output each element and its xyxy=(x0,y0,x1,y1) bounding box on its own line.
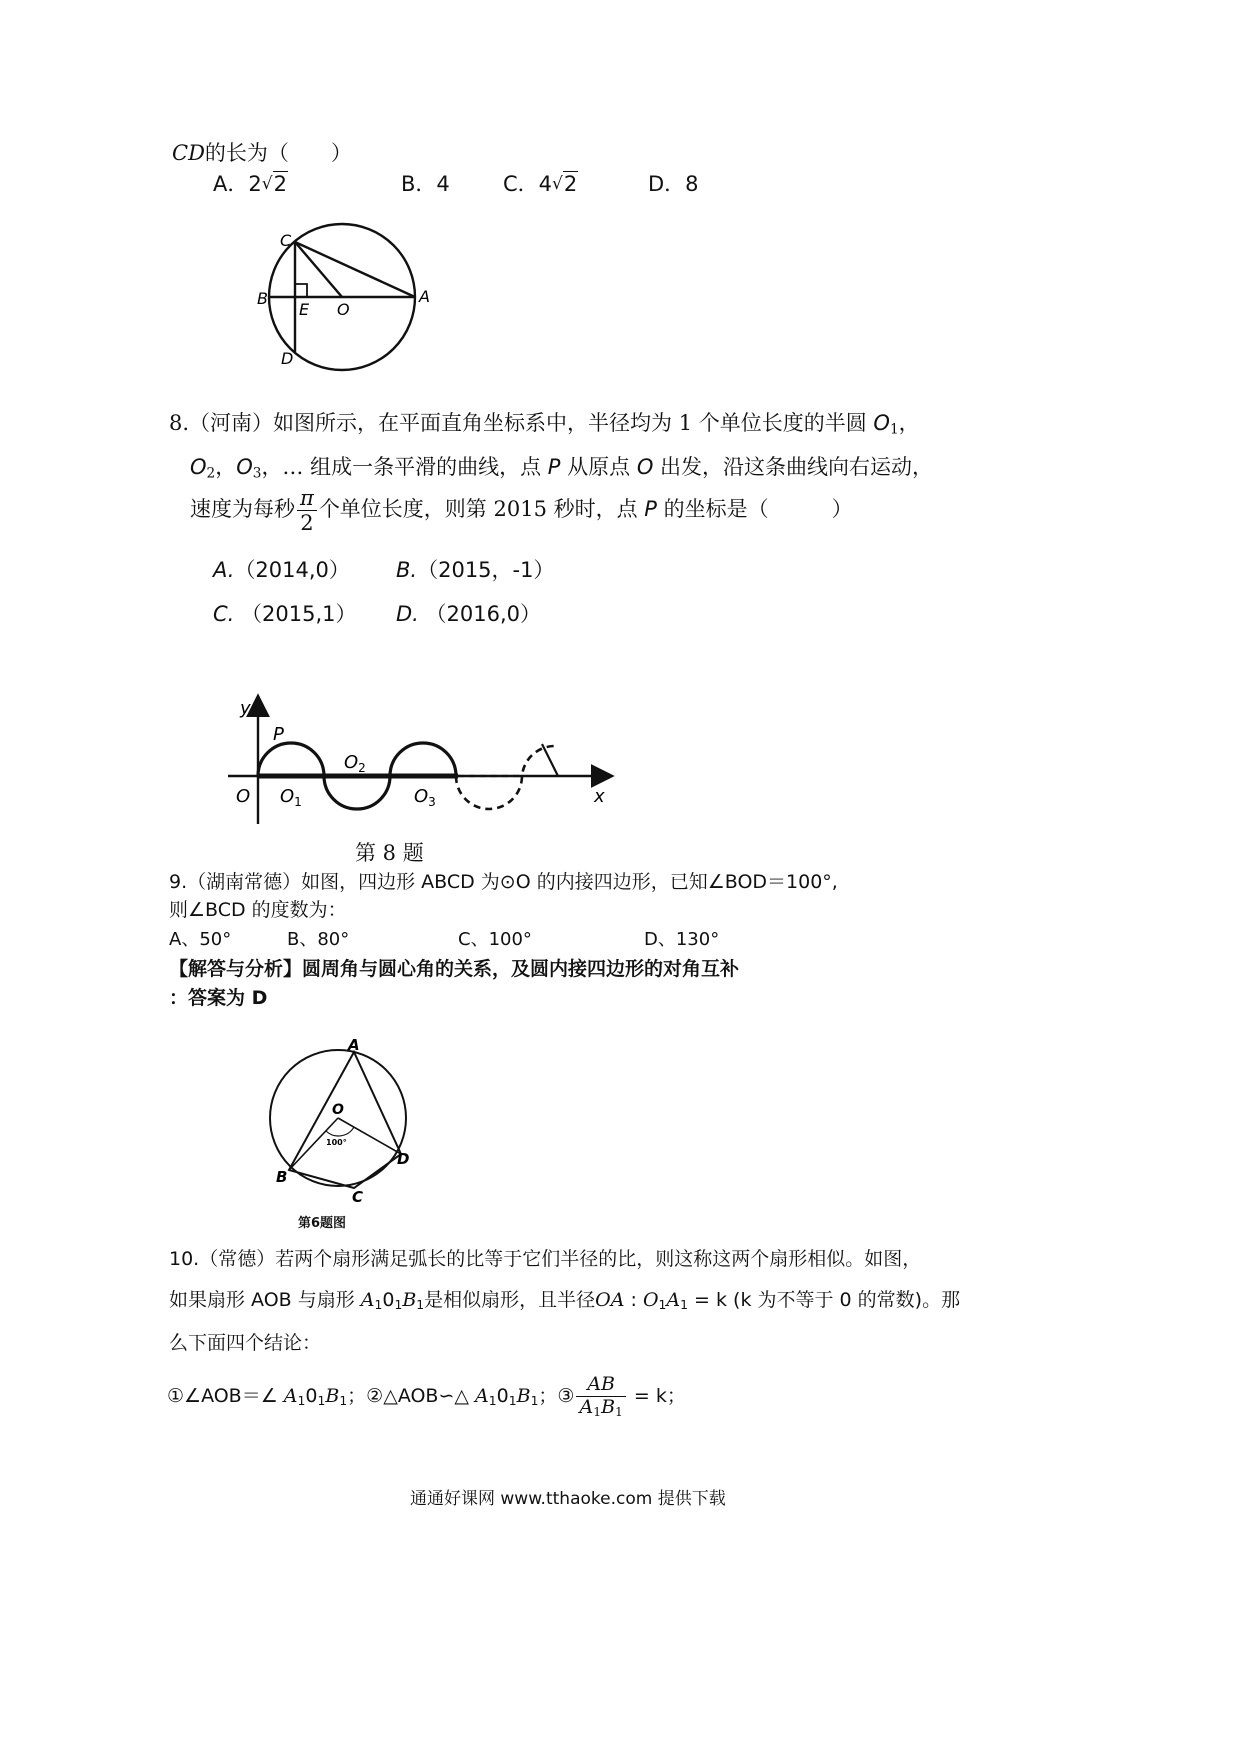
label-b: B xyxy=(276,1168,288,1186)
q8-caption: 第 8 题 xyxy=(355,841,424,865)
q8-option-b: B.（2015，-1） xyxy=(396,558,555,582)
q7-option-d: D．8 xyxy=(648,172,699,196)
q9-option-d: D、130° xyxy=(644,929,720,950)
label-b: B xyxy=(257,289,268,308)
q10-line-3: 么下面四个结论： xyxy=(169,1332,322,1354)
q9-option-c: C、100° xyxy=(458,929,532,950)
q10-line-2: 如果扇形 AOB 与扇形 $A_10_1B_1$是相似扇形，且半径OA : $O_1A_1 = k$ (k 为不等于 0 的常数)。那 xyxy=(169,1289,961,1313)
angle-arc xyxy=(326,1127,354,1136)
q8-option-c: C. （2015,1） xyxy=(213,602,357,626)
q9-analysis: 【解答与分析】圆周角与圆心角的关系，及圆内接四边形的对角互补 xyxy=(169,958,740,980)
q7-option-c: C．4√2 xyxy=(503,172,578,196)
q8-option-d: D. （2016,0） xyxy=(396,602,542,626)
q7-options xyxy=(213,168,699,198)
label-e: E xyxy=(299,300,310,319)
ab-over-a1b1: $\frac{AB}{A_1B_1}$ xyxy=(576,1374,625,1419)
q7-circle-figure xyxy=(248,222,448,372)
label-d: D xyxy=(397,1150,410,1168)
o2-label: $O_2$ xyxy=(344,752,366,775)
label-o: O xyxy=(337,300,350,319)
o1-label: $O_1$ xyxy=(280,786,302,809)
q7-option-b: B．4 xyxy=(401,172,450,196)
angle-label: 100° xyxy=(326,1138,347,1147)
pi-over-2: $\frac{\pi}{2}$ xyxy=(297,486,317,535)
q9-answer: ：答案为 D xyxy=(169,987,268,1009)
q9-circle-figure xyxy=(268,1030,428,1230)
y-axis-label: y xyxy=(240,698,251,719)
q9-option-b: B、80° xyxy=(287,929,350,950)
q7-stem: CD的长为（ ） xyxy=(172,141,352,165)
q9-caption: 第6题图 xyxy=(298,1216,347,1231)
q10-line-1: 10.（常德）若两个扇形满足弧长的比等于它们半径的比，则这称这两个扇形相似。如图， xyxy=(169,1248,922,1270)
segment-od xyxy=(338,1118,401,1154)
cut-line xyxy=(542,744,558,776)
o3-dot xyxy=(421,774,424,777)
q8-line-1: 8.（河南）如图所示，在平面直角坐标系中，半径均为 1 个单位长度的半圆 $O_1$， xyxy=(169,411,920,438)
dashed-curve xyxy=(456,746,556,809)
point-p-label: P xyxy=(273,724,284,745)
origin-label: O xyxy=(236,786,251,807)
footer-source: 通通好课网 www.tthaoke.com 提供下载 xyxy=(410,1489,726,1509)
q9-line-1: 9.（湖南常德）如图，四边形 ABCD 为⊙O 的内接四边形，已知∠BOD＝100°, xyxy=(169,871,838,893)
q8-option-a: A.（2014,0） xyxy=(213,558,350,582)
label-o: O xyxy=(332,1102,344,1118)
q7-option-a: A．2√2 xyxy=(213,172,287,196)
label-c: C xyxy=(280,231,292,250)
right-angle-mark xyxy=(295,284,307,297)
o3-label: $O_3$ xyxy=(414,786,436,809)
label-c: C xyxy=(352,1188,364,1206)
o1-dot xyxy=(289,774,292,777)
label-d: D xyxy=(281,349,294,368)
segment-co xyxy=(295,242,342,297)
q8-line-2: $O_2$，$O_3$，… 组成一条平滑的曲线，点 P 从原点 O 出发，沿这条曲线向右运动， xyxy=(190,455,934,482)
q10-conclusions: ①∠AOB＝∠ $A_10_1B_1$；②△AOB∽△ $A_10_1B_1$；③ $\frac{AB}{A_1B_1}$ = k； xyxy=(167,1373,686,1419)
x-axis-label: x xyxy=(594,786,605,807)
q9-option-a: A、50° xyxy=(169,929,232,950)
label-a: A xyxy=(419,287,430,306)
label-a: A xyxy=(348,1036,360,1054)
q8-curve-figure xyxy=(228,690,628,830)
q9-line-2: 则∠BCD 的度数为： xyxy=(169,899,347,921)
q8-line-3: 速度为每秒 $\frac{\pi}{2}$ 个单位长度，则第 2015 秒时，点 P 的坐标是（ ） xyxy=(190,486,853,536)
